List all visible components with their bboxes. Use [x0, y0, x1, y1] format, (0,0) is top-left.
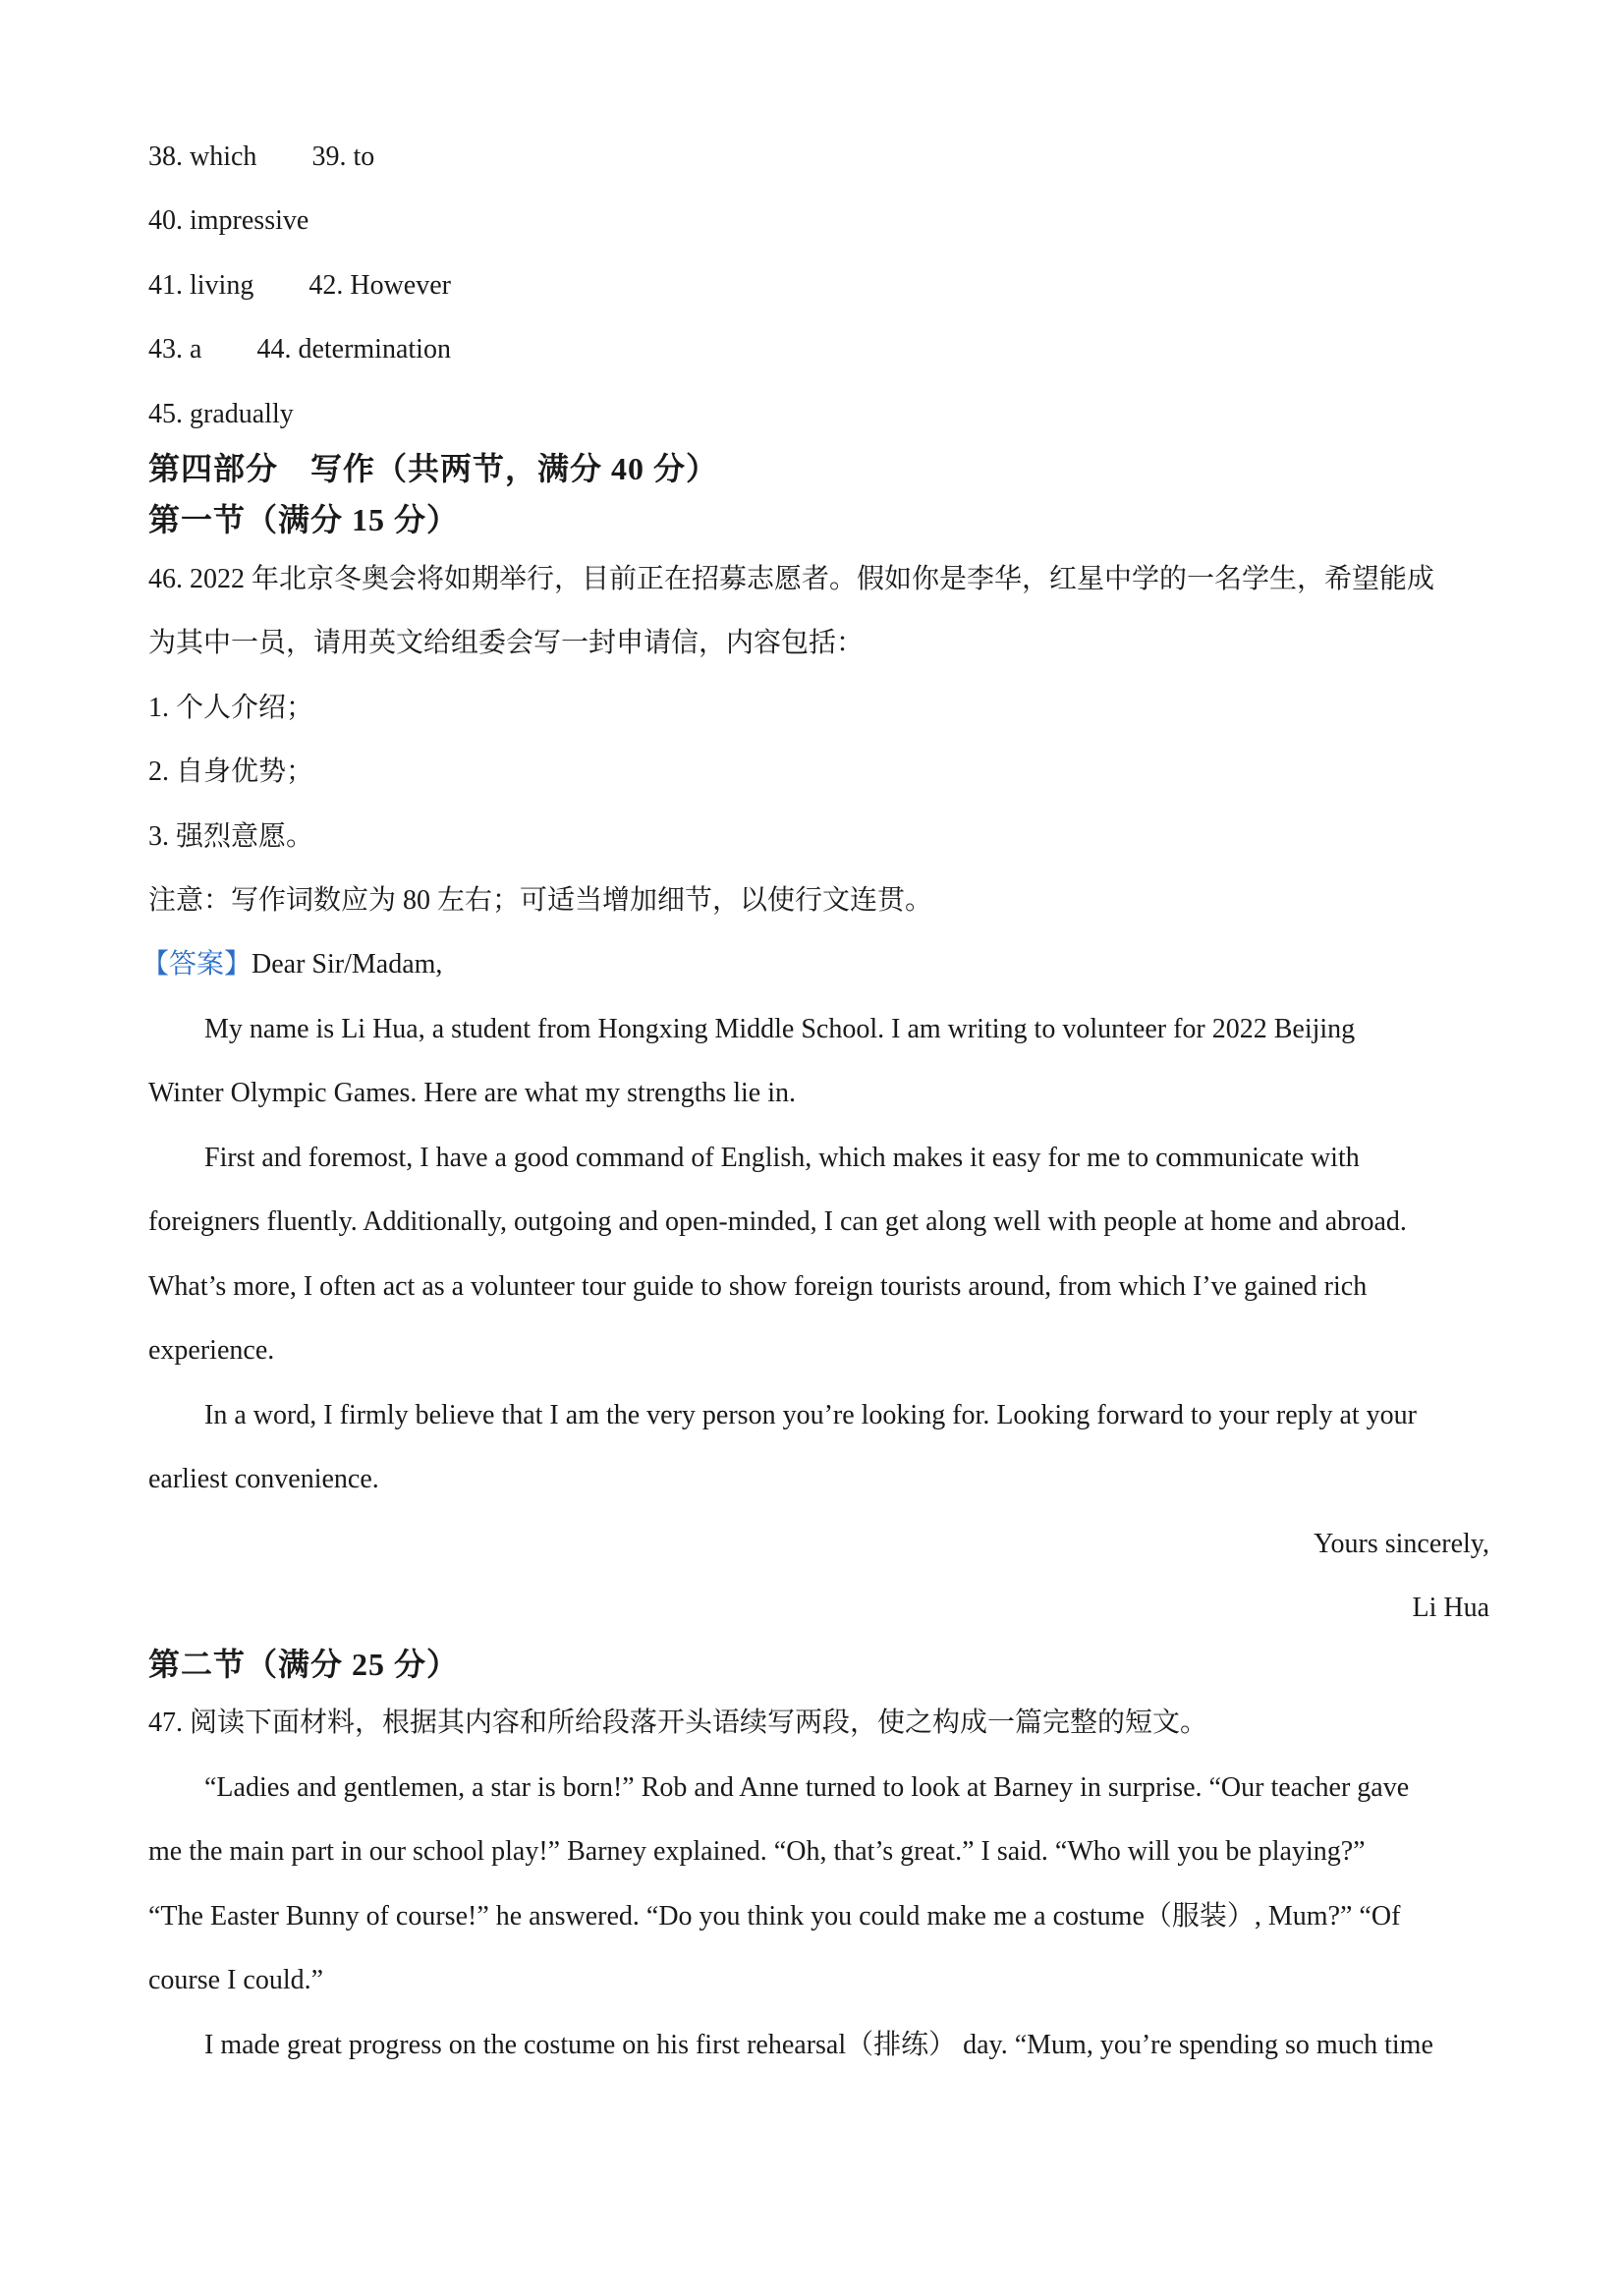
- answer-41: 41. living: [148, 270, 254, 301]
- letter-para3-line1: In a word, I firmly believe that I am the very person you’re looking for. Looking forward to your reply at your: [204, 1400, 1417, 1430]
- letter-para2-line1: First and foremost, I have a good command of English, which makes it easy for me to communicate with: [204, 1143, 1360, 1173]
- answer-42: 42. However: [308, 270, 451, 301]
- answer-row-45: [148, 398, 294, 431]
- letter-para2-line2: foreigners fluently. Additionally, outgoing and open-minded, I can get along well with people at home and abroad.: [148, 1206, 1407, 1237]
- section1-point1: 1. 个人介绍；: [148, 693, 314, 723]
- section1-point2: 2. 自身优势；: [148, 756, 314, 787]
- section1-heading: 第一节（满分 15 分）: [148, 502, 460, 537]
- story-p1-line4: course I could.”: [148, 1965, 324, 1995]
- letter-signature: Li Hua: [1412, 1593, 1489, 1623]
- answer-row-38-39: [148, 140, 374, 174]
- story-p1-line1: “Ladies and gentlemen, a star is born!” Rob and Anne turned to look at Barney in surprise. “Our teacher gave: [204, 1772, 1410, 1803]
- answer-row-43-44: [148, 333, 451, 366]
- answer-45: 45. gradually: [148, 399, 294, 429]
- section2-prompt: 47. 阅读下面材料，根据其内容和所给段落开头语续写两段，使之构成一篇完整的短文。: [148, 1708, 1208, 1738]
- letter-para2-line4: experience.: [148, 1335, 275, 1366]
- salutation: Dear Sir/Madam,: [252, 949, 443, 980]
- answer-38: 38. which: [148, 141, 257, 172]
- letter-closing: Yours sincerely,: [1314, 1529, 1489, 1559]
- answer-43: 43. a: [148, 334, 202, 364]
- answer-40: 40. impressive: [148, 205, 309, 236]
- answer-39: 39. to: [311, 141, 375, 172]
- answer-salutation-row: [141, 948, 442, 981]
- answer-44: 44. determination: [256, 334, 451, 364]
- section1-note: 注意：写作词数应为 80 左右；可适当增加细节，以使行文连贯。: [148, 885, 933, 916]
- story-p1-line3: “The Easter Bunny of course!” he answered. “Do you think you could make me a costume（服装）, Mum?” “Of: [148, 1901, 1401, 1932]
- letter-para2-line3: What’s more, I often act as a volunteer tour guide to show foreign tourists around, from which I’ve gained rich: [148, 1271, 1368, 1302]
- section2-heading: 第二节（满分 25 分）: [148, 1647, 460, 1682]
- letter-para1-line1: My name is Li Hua, a student from Hongxing Middle School. I am writing to volunteer for 2022 Beijing: [204, 1014, 1356, 1044]
- section1-prompt-line2: 为其中一员，请用英文给组委会写一封申请信，内容包括：: [148, 628, 865, 658]
- story-p2-line1: I made great progress on the costume on his first rehearsal（排练） day. “Mum, you’re spending so much time: [204, 2030, 1433, 2060]
- story-p1-line2: me the main part in our school play!” Barney explained. “Oh, that’s great.” I said. “Who will you be playing?”: [148, 1836, 1366, 1867]
- letter-para1-line2: Winter Olympic Games. Here are what my strengths lie in.: [148, 1078, 797, 1108]
- answer-tag: 【答案】: [141, 949, 252, 980]
- section1-prompt-line1: 46. 2022 年北京冬奥会将如期举行，目前正在招募志愿者。假如你是李华，红星中学的一名学生，希望能成: [148, 564, 1435, 594]
- answer-row-40: [148, 204, 308, 238]
- part4-heading: 第四部分 写作（共两节，满分 40 分）: [148, 451, 719, 486]
- answer-row-41-42: [148, 269, 451, 303]
- letter-para3-line2: earliest convenience.: [148, 1464, 379, 1494]
- section1-point3: 3. 强烈意愿。: [148, 821, 314, 852]
